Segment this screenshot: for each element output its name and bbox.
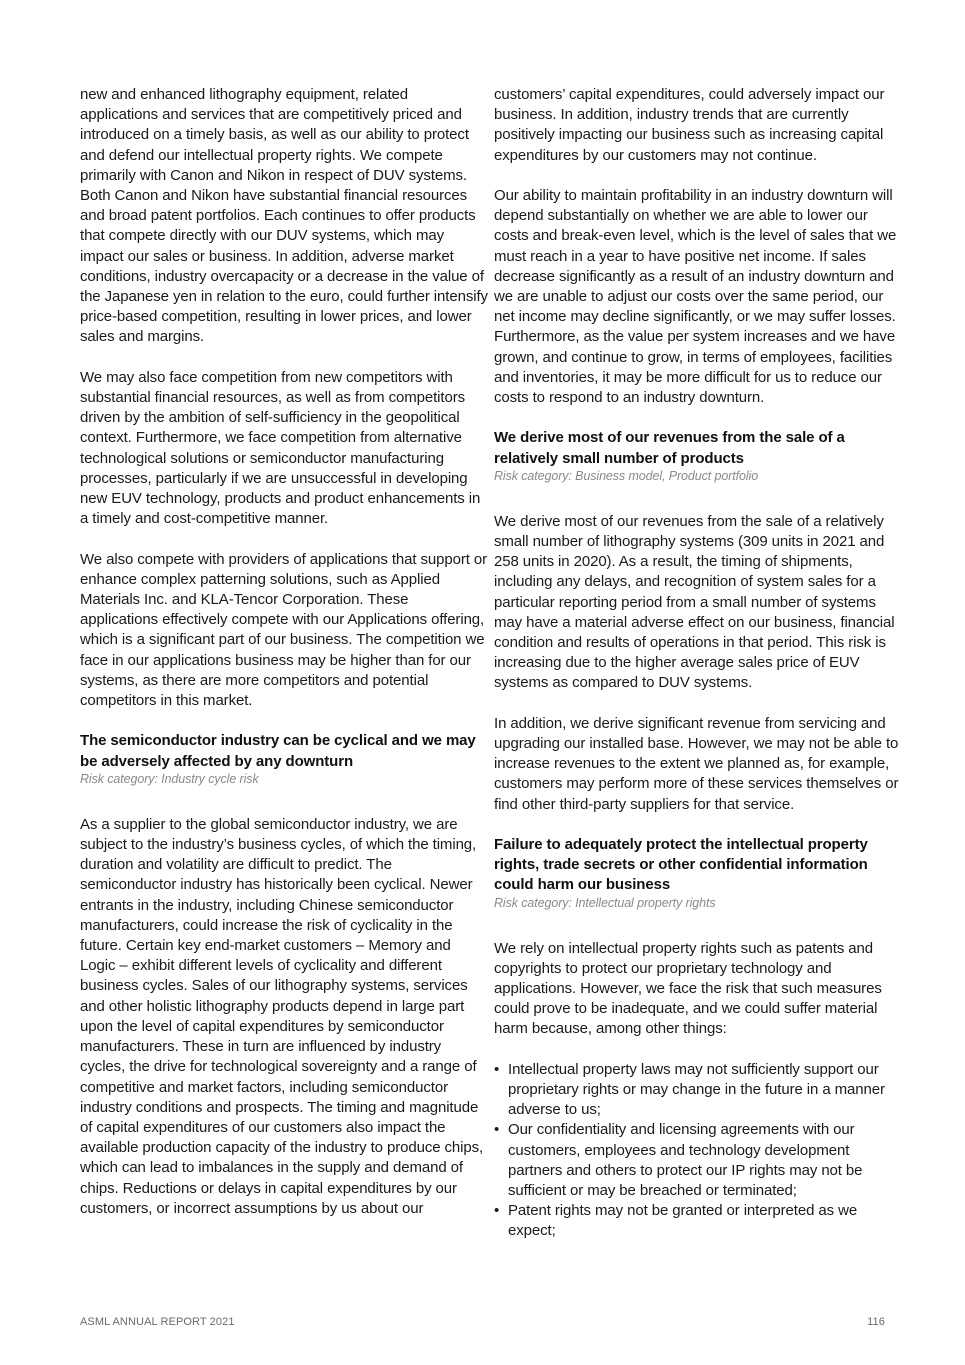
- section-intellectual-property: [494, 835, 902, 1242]
- paragraph-applications-competition: We also compete with providers of applications that support or enhance complex patterning solutions, such as Applied Materials Inc. and KLA-Tencor Corporation. These applications effectively compete with our Applications offering, which is a significant part of our business. The competition we face in our applications business may be higher than for our systems, as there are more competitors and potential competitors in this market.: [80, 550, 488, 710]
- paragraph-capex-continuation: customers’ capital expenditures, could adversely impact our business. In addition, industry trends that are currently positively impacting our business such as increasing capital expenditures by our customers may not continue.: [494, 86, 885, 164]
- bullet-icon: •: [494, 1121, 500, 1139]
- paragraph-profitability-downturn: Our ability to maintain profitability in an industry downturn will depend substantially on whether we are able to lower our costs and break-even level, which is the level of sales that we must reach in a year to have positive net income. If sales decrease significantly as a result of an industry downturn and we are unable to adjust our costs over the same period, our net income may decline significantly, or we may suffer losses. Furthermore, as the value per system increases and we have grown, and continue to grow, in terms of employees, facilities and inventories, it may be more difficult for us to reduce our costs to respond to an industry downturn.: [494, 187, 897, 407]
- list-item-text: Patent rights may not be granted or interpreted as we expect;: [508, 1202, 858, 1240]
- paragraph-ip-reliance: We rely on intellectual property rights such as patents and copyrights to protect our proprietary technology and applications. However, we face the risk that such measures could prove to be inadequate, and we could suffer material harm because, among other things:: [494, 939, 882, 1038]
- footer-report-title: ASML ANNUAL REPORT 2021: [80, 1316, 235, 1328]
- left-column: [80, 85, 488, 1239]
- list-item: [494, 1060, 902, 1121]
- section-industry-cyclical: [80, 731, 488, 1218]
- right-column: [494, 85, 902, 1242]
- section-heading: We derive most of our revenues from the sale of a relatively small number of products: [494, 429, 845, 467]
- section-revenue-concentration: [494, 428, 902, 814]
- list-item-text: Our confidentiality and licensing agreements with our customers, employees and technology development partners and others to protect our IP rights may not be sufficient or may be breached or terminated;: [508, 1121, 863, 1200]
- footer-page-number: 116: [867, 1316, 885, 1328]
- risk-category-label: Risk category: Intellectual property rights: [494, 895, 716, 910]
- paragraph-supplier-cycles: As a supplier to the global semiconductor industry, we are subject to the industry’s business cycles, of which the timing, duration and volatility are difficult to predict. The semiconductor industry has historically been cyclical. Newer entrants in the industry, including Chinese semiconductor manufacturers, could increase the risk of cyclicality in the future. Certain key end-market customers – Memory and Logic – exhibit different levels of cyclicality and different business cycles. Sales of our lithography systems, services and other holistic lithography products depend in large part upon the level of capital expenditures by semiconductor manufacturers. These in turn are influenced by industry cycles, the drive for technological sovereignty and a range of competitive and market factors, including semiconductor industry conditions and prospects. The timing and magnitude of capital expenditures of our customers also impact the available production capacity of the industry to produce chips, which can lead to imbalances in the supply and demand of chips. Reductions or delays in capital expenditures by our customers, or incorrect assumptions by us about our: [80, 815, 484, 1217]
- list-item-text: Intellectual property laws may not sufficiently support our proprietary rights or may change in the future in a manner adverse to us;: [508, 1060, 885, 1119]
- section-heading: Failure to adequately protect the intellectual property rights, trade secrets or other confidential information could harm our business: [494, 836, 868, 894]
- list-item: [494, 1201, 902, 1241]
- paragraph-installed-base: In addition, we derive significant revenue from servicing and upgrading our installed base. However, we may not be able to increase revenues to the extent we planned as, for example, customers may perform more of these services themselves or find other third-party suppliers for that service.: [494, 714, 899, 813]
- risk-category-label: Risk category: Industry cycle risk: [80, 771, 259, 786]
- paragraph-system-units: We derive most of our revenues from the sale of a relatively small number of lithography systems (309 units in 2021 and 258 units in 2020). As a result, the timing of shipments, including any delays, and recognition of system sales for a particular reporting period from a small number of systems may have a material adverse effect on our business, financial condition and results of operations in that period. This risk is increasing due to the higher average sales price of EUV systems as compared to DUV systems.: [494, 512, 895, 692]
- bullet-icon: •: [494, 1202, 500, 1220]
- bullet-icon: •: [494, 1060, 500, 1078]
- section-heading: The semiconductor industry can be cyclical and we may be adversely affected by any downturn: [80, 732, 476, 770]
- ip-risk-list: [494, 1060, 902, 1242]
- list-item: [494, 1120, 902, 1201]
- paragraph-new-competitors: We may also face competition from new competitors with substantial financial resources, as well as from competitors driven by the ambition of self-sufficiency in the geopolitical context. Furthermore, we face competition from alternative technological solutions or semiconductor manufacturing processes, particularly if we are unsuccessful in developing new EUV technology, products and product enhancements in a timely and cost-competitive manner.: [80, 368, 481, 528]
- paragraph-competition-canon-nikon: new and enhanced lithography equipment, related applications and services that are competitively priced and introduced on a timely basis, as well as our ability to protect and defend our intellectual property rights. We compete primarily with Canon and Nikon in respect of DUV systems. Both Canon and Nikon have substantial financial resources and broad patent portfolios. Each continues to offer products that compete directly with our DUV systems, which may impact our sales or business. In addition, adverse market conditions, industry overcapacity or a decrease in the value of the Japanese yen in relation to the euro, could further intensify price-based competition, resulting in lower prices, and lower sales and margins.: [80, 86, 488, 346]
- risk-category-label: Risk category: Business model, Product portfolio: [494, 468, 759, 483]
